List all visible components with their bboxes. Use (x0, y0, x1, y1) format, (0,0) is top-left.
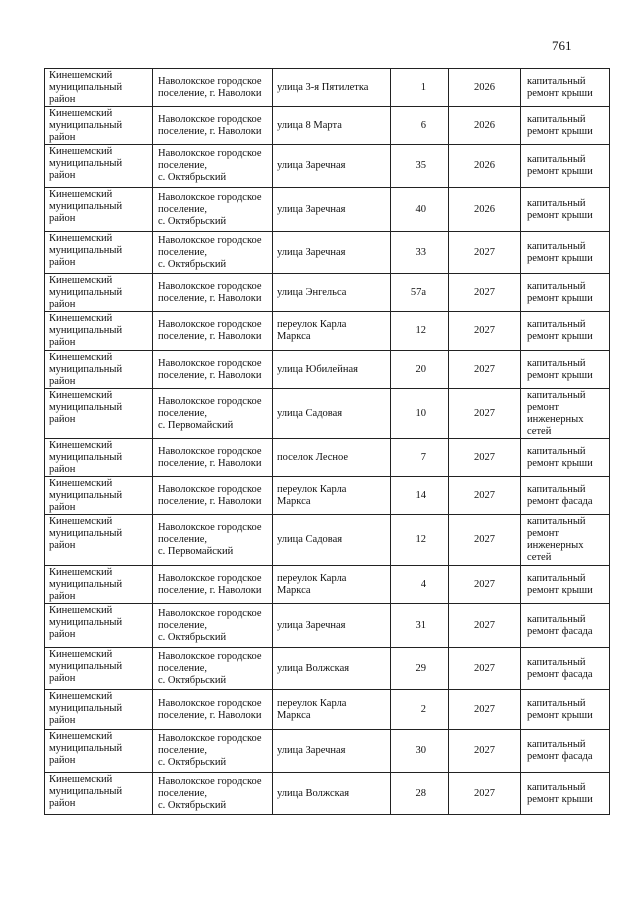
street-cell: переулок Карла Маркса (273, 477, 391, 515)
district-cell: Кинешемский муниципальный район (45, 188, 153, 232)
house-number-cell: 2 (391, 690, 449, 730)
street-cell: переулок Карла Маркса (273, 566, 391, 604)
settlement-cell: Наволокское городское поселение, г. Наволоки (153, 566, 273, 604)
district-cell: Кинешемский муниципальный район (45, 515, 153, 566)
work-type-cell: капитальный ремонт крыши (521, 188, 610, 232)
settlement-cell: Наволокское городское поселение, г. Наволоки (153, 439, 273, 477)
work-type-cell: капитальный ремонт крыши (521, 690, 610, 730)
settlement-cell: Наволокское городское поселение, с. Октябрьский (153, 232, 273, 274)
year-cell: 2027 (449, 389, 521, 439)
house-number-cell: 12 (391, 312, 449, 351)
year-cell: 2027 (449, 566, 521, 604)
district-cell: Кинешемский муниципальный район (45, 604, 153, 648)
street-cell: улица 8 Марта (273, 107, 391, 145)
street-cell: улица Волжская (273, 773, 391, 815)
settlement-cell: Наволокское городское поселение, с. Первомайский (153, 515, 273, 566)
street-cell: поселок Лесное (273, 439, 391, 477)
district-cell: Кинешемский муниципальный район (45, 773, 153, 815)
settlement-cell: Наволокское городское поселение, г. Наволоки (153, 477, 273, 515)
street-cell: улица Садовая (273, 389, 391, 439)
street-cell: переулок Карла Маркса (273, 312, 391, 351)
house-number-cell: 4 (391, 566, 449, 604)
district-cell: Кинешемский муниципальный район (45, 566, 153, 604)
work-type-cell: капитальный ремонт фасада (521, 477, 610, 515)
district-cell: Кинешемский муниципальный район (45, 312, 153, 351)
page-number: 761 (552, 38, 572, 53)
year-cell: 2027 (449, 312, 521, 351)
house-number-cell: 20 (391, 351, 449, 389)
work-type-cell: капитальный ремонт фасада (521, 604, 610, 648)
street-cell: улица Заречная (273, 604, 391, 648)
work-type-cell: капитальный ремонт фасада (521, 730, 610, 773)
work-type-cell: капитальный ремонт крыши (521, 439, 610, 477)
year-cell: 2026 (449, 69, 521, 107)
work-type-cell: капитальный ремонт инженерных сетей (521, 389, 610, 439)
work-type-cell: капитальный ремонт крыши (521, 773, 610, 815)
settlement-cell: Наволокское городское поселение, с. Октябрьский (153, 145, 273, 188)
street-cell: улица 3-я Пятилетка (273, 69, 391, 107)
repair-schedule-table (44, 68, 610, 815)
year-cell: 2027 (449, 439, 521, 477)
house-number-cell: 35 (391, 145, 449, 188)
work-type-cell: капитальный ремонт фасада (521, 648, 610, 690)
work-type-cell: капитальный ремонт крыши (521, 69, 610, 107)
year-cell: 2027 (449, 274, 521, 312)
district-cell: Кинешемский муниципальный район (45, 648, 153, 690)
work-type-cell: капитальный ремонт крыши (521, 312, 610, 351)
house-number-cell: 28 (391, 773, 449, 815)
house-number-cell: 14 (391, 477, 449, 515)
street-cell: улица Волжская (273, 648, 391, 690)
table-body (45, 69, 610, 815)
house-number-cell: 57а (391, 274, 449, 312)
year-cell: 2027 (449, 232, 521, 274)
year-cell: 2027 (449, 648, 521, 690)
settlement-cell: Наволокское городское поселение, с. Октябрьский (153, 188, 273, 232)
settlement-cell: Наволокское городское поселение, с. Первомайский (153, 389, 273, 439)
street-cell: улица Энгельса (273, 274, 391, 312)
settlement-cell: Наволокское городское поселение, г. Наволоки (153, 312, 273, 351)
settlement-cell: Наволокское городское поселение, с. Октябрьский (153, 648, 273, 690)
year-cell: 2027 (449, 515, 521, 566)
district-cell: Кинешемский муниципальный район (45, 69, 153, 107)
house-number-cell: 33 (391, 232, 449, 274)
district-cell: Кинешемский муниципальный район (45, 477, 153, 515)
house-number-cell: 31 (391, 604, 449, 648)
district-cell: Кинешемский муниципальный район (45, 690, 153, 730)
year-cell: 2026 (449, 107, 521, 145)
work-type-cell: капитальный ремонт крыши (521, 232, 610, 274)
house-number-cell: 40 (391, 188, 449, 232)
street-cell: улица Заречная (273, 730, 391, 773)
house-number-cell: 29 (391, 648, 449, 690)
year-cell: 2027 (449, 604, 521, 648)
year-cell: 2027 (449, 773, 521, 815)
street-cell: улица Юбилейная (273, 351, 391, 389)
district-cell: Кинешемский муниципальный район (45, 232, 153, 274)
settlement-cell: Наволокское городское поселение, г. Наволоки (153, 107, 273, 145)
street-cell: улица Садовая (273, 515, 391, 566)
settlement-cell: Наволокское городское поселение, г. Наволоки (153, 69, 273, 107)
work-type-cell: капитальный ремонт крыши (521, 107, 610, 145)
settlement-cell: Наволокское городское поселение, г. Наволоки (153, 351, 273, 389)
work-type-cell: капитальный ремонт крыши (521, 351, 610, 389)
settlement-cell: Наволокское городское поселение, с. Октябрьский (153, 604, 273, 648)
settlement-cell: Наволокское городское поселение, с. Октябрьский (153, 730, 273, 773)
work-type-cell: капитальный ремонт крыши (521, 274, 610, 312)
house-number-cell: 10 (391, 389, 449, 439)
year-cell: 2026 (449, 188, 521, 232)
house-number-cell: 1 (391, 69, 449, 107)
house-number-cell: 7 (391, 439, 449, 477)
work-type-cell: капитальный ремонт крыши (521, 145, 610, 188)
settlement-cell: Наволокское городское поселение, г. Наволоки (153, 274, 273, 312)
year-cell: 2027 (449, 690, 521, 730)
district-cell: Кинешемский муниципальный район (45, 439, 153, 477)
district-cell: Кинешемский муниципальный район (45, 145, 153, 188)
district-cell: Кинешемский муниципальный район (45, 274, 153, 312)
street-cell: улица Заречная (273, 232, 391, 274)
year-cell: 2027 (449, 351, 521, 389)
settlement-cell: Наволокское городское поселение, с. Октябрьский (153, 773, 273, 815)
settlement-cell: Наволокское городское поселение, г. Наволоки (153, 690, 273, 730)
district-cell: Кинешемский муниципальный район (45, 730, 153, 773)
district-cell: Кинешемский муниципальный район (45, 389, 153, 439)
year-cell: 2026 (449, 145, 521, 188)
year-cell: 2027 (449, 477, 521, 515)
work-type-cell: капитальный ремонт инженерных сетей (521, 515, 610, 566)
district-cell: Кинешемский муниципальный район (45, 107, 153, 145)
house-number-cell: 6 (391, 107, 449, 145)
house-number-cell: 12 (391, 515, 449, 566)
work-type-cell: капитальный ремонт крыши (521, 566, 610, 604)
house-number-cell: 30 (391, 730, 449, 773)
district-cell: Кинешемский муниципальный район (45, 351, 153, 389)
street-cell: улица Заречная (273, 145, 391, 188)
year-cell: 2027 (449, 730, 521, 773)
street-cell: улица Заречная (273, 188, 391, 232)
street-cell: переулок Карла Маркса (273, 690, 391, 730)
